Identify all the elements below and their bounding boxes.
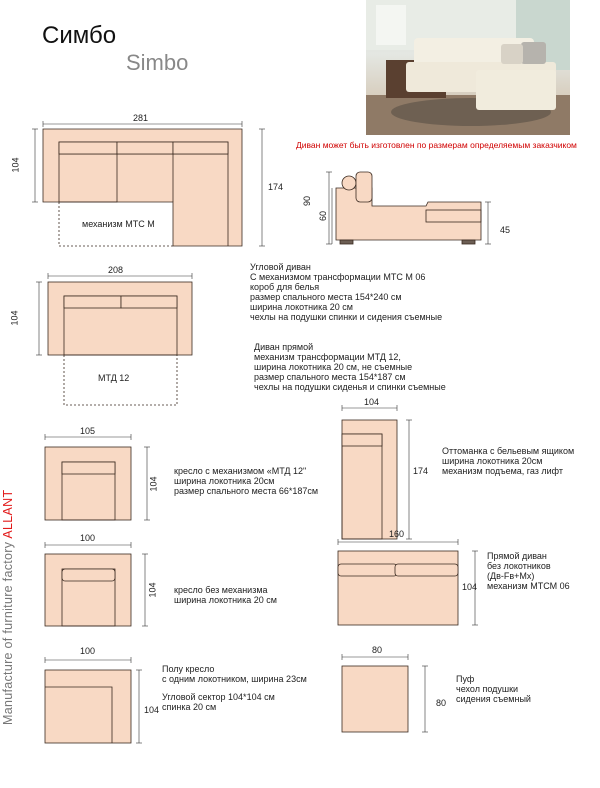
pouf-drawing [342, 666, 408, 732]
half-chair-depth: 104 [144, 705, 160, 715]
straight-no-arms-depth: 104 [462, 582, 478, 592]
armchair-drawing [45, 554, 131, 626]
armchair-mtd-description: кресло с механизмом «МТД 12" ширина локотника 20см размер спального места 66*187см [174, 466, 319, 496]
side-view-total-height: 90 [302, 195, 313, 207]
corner-sofa-description: Угловой диван С механизмом трансформации МТС М 06 короб для белья размер спального места 154*240 см ширина локотника 20 см чехлы на подушки спинки и сидения съемные [250, 262, 443, 322]
straight-no-arms-drawing [338, 551, 458, 625]
ottoman-description: Оттоманка с бельевым ящиком ширина локотника 20см механизм подъема, газ лифт [442, 446, 575, 476]
side-view-drawing [336, 172, 481, 244]
armchair-depth: 104 [147, 582, 158, 598]
armchair-mtd-drawing [45, 447, 131, 520]
pouf-depth: 80 [436, 698, 447, 708]
pouf-width: 80 [372, 645, 383, 655]
straight-sofa-drawing [48, 282, 192, 405]
corner-sofa-mechanism-label: механизм МТС М [82, 219, 155, 229]
corner-sofa-depth: 104 [10, 157, 21, 173]
straight-no-arms-description: Прямой диван без локотников (Дв-Fв+Мх) механизм МТСМ 06 [487, 551, 570, 591]
ottoman-width: 104 [364, 397, 380, 407]
straight-sofa-width: 208 [108, 265, 124, 275]
half-chair-drawing [45, 670, 131, 743]
title-ru: Симбо [42, 22, 117, 49]
half-chair-description: Полу кресло с одним локотником, ширина 23см Угловой сектор 104*104 см спинка 20 см [162, 664, 307, 712]
ottoman-length: 174 [413, 466, 429, 476]
ottoman-drawing [342, 420, 397, 539]
side-view-back-height: 60 [318, 210, 329, 222]
straight-no-arms-width: 160 [389, 529, 405, 539]
armchair-mtd-width: 105 [80, 426, 96, 436]
armchair-width: 100 [80, 533, 96, 543]
side-view-seat-height: 45 [500, 225, 511, 235]
straight-sofa-depth: 104 [9, 310, 20, 326]
title-en: Simbo [126, 50, 189, 75]
corner-sofa-width: 281 [133, 113, 149, 123]
straight-sofa-mechanism-label: МТД 12 [98, 373, 130, 383]
pouf-description: Пуф чехол подушки сидения съемный [456, 674, 531, 704]
straight-sofa-description: Диван прямой механизм трансформации МТД 12, ширина локотника 20 см, не съемные размер спального места 154*187 см чехлы на подушки сиденья и спинки съемные [254, 342, 446, 392]
armchair-description: кресло без механизма ширина локотника 20 см [174, 585, 277, 605]
brand-vertical: Manufacture of furniture factory ALLANT [1, 489, 15, 725]
half-chair-width: 100 [80, 646, 96, 656]
armchair-mtd-depth: 104 [148, 476, 159, 492]
corner-sofa-length: 174 [268, 182, 284, 192]
custom-size-note: Диван может быть изготовлен по размерам определяемым заказчиком [296, 140, 577, 150]
